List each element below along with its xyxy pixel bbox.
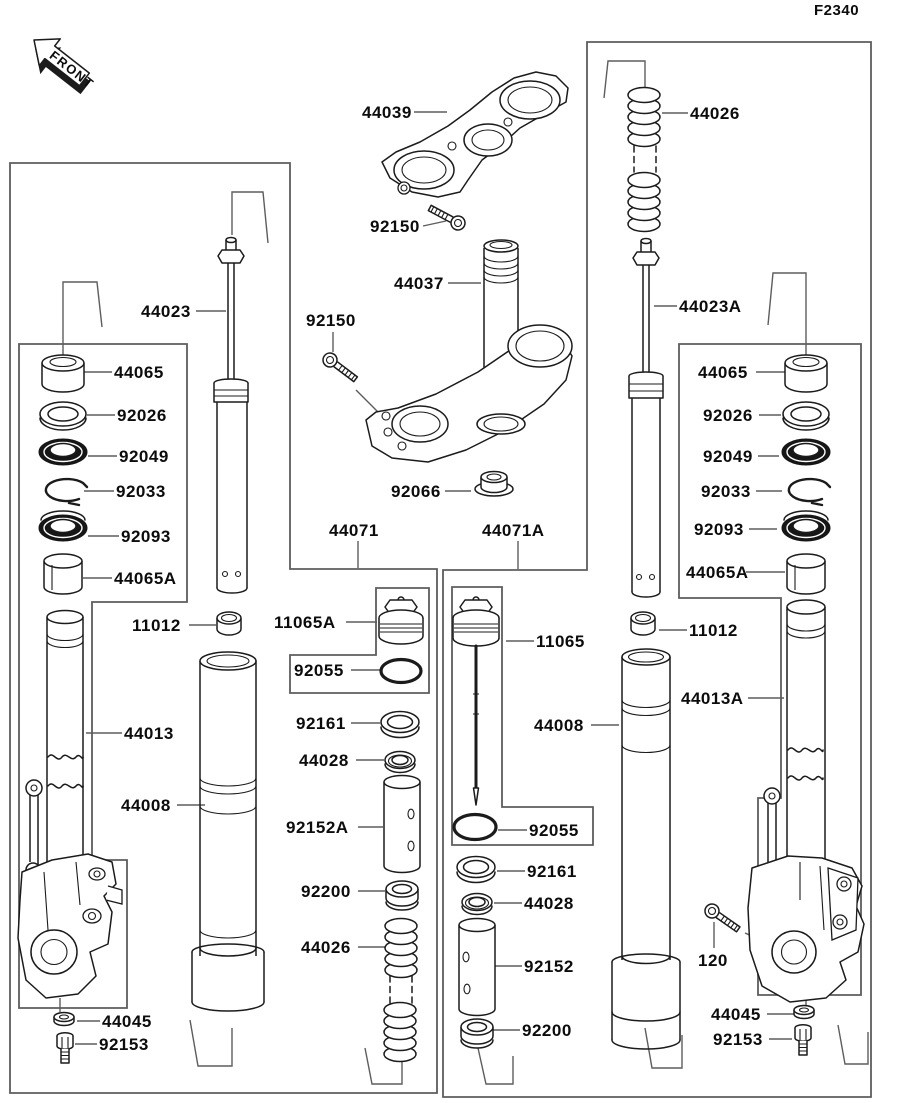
fork-cap-11065 [453, 597, 499, 805]
part-label-44008-left: 44008 [121, 796, 171, 815]
bracket-bottom-3 [478, 1048, 513, 1084]
part-label-92093-right: 92093 [694, 520, 744, 539]
part-label-44045-left: 44045 [102, 1012, 152, 1031]
washer-44045-left [54, 1013, 74, 1026]
part-label-44065A-left: 44065A [114, 569, 177, 588]
part-label-92033-left: 92033 [116, 482, 166, 501]
part-label-44039: 44039 [362, 103, 412, 122]
part-label-44045-right: 44045 [711, 1005, 761, 1024]
part-label-92161-right: 92161 [527, 862, 577, 881]
bush-11012-left [217, 612, 241, 635]
part-label-44065-right: 44065 [698, 363, 748, 382]
part-label-92033-right: 92033 [701, 482, 751, 501]
ring-44028-left [385, 752, 415, 773]
part-label-92200-left: 92200 [301, 882, 351, 901]
spacer-92152A [384, 776, 420, 873]
spring-44026-center [384, 919, 417, 1062]
bolt-92153-left [57, 1033, 73, 1063]
right-axle-holder [748, 788, 864, 1002]
part-label-92026-left: 92026 [117, 406, 167, 425]
part-label-11065: 11065 [536, 632, 585, 651]
washer-44045-right [794, 1006, 814, 1019]
o-ring-92055-left [381, 660, 421, 683]
part-label-11012-right: 11012 [689, 621, 738, 640]
spacer-92152 [459, 919, 495, 1016]
part-label-11065A: 11065A [274, 613, 336, 632]
fork-cap-11065A [379, 597, 423, 644]
outer-tube-44008-right [612, 649, 680, 1049]
part-label-92055-right: 92055 [529, 821, 579, 840]
part-label-92026-right: 92026 [703, 406, 753, 425]
inner-tube-44013A [787, 600, 825, 868]
part-label-44013A: 44013A [681, 689, 744, 708]
part-label-92152: 92152 [524, 957, 574, 976]
right-seal-stack [782, 355, 830, 594]
part-label-92161-left: 92161 [296, 714, 346, 733]
part-label-44037: 44037 [394, 274, 444, 293]
part-label-44023A: 44023A [679, 297, 742, 316]
part-label-44026-center: 44026 [301, 938, 351, 957]
bracket-right-seal [768, 273, 806, 361]
part-label-92093-left: 92093 [121, 527, 171, 546]
bolt-92150-lower [320, 350, 360, 385]
bracket-bottom-1 [190, 1020, 232, 1066]
o-ring-92055-right [454, 815, 496, 840]
ring-92200-right [461, 1019, 493, 1048]
diagram-code: F2340 [814, 2, 860, 19]
part-label-120: 120 [698, 951, 728, 970]
part-label-44071A: 44071A [482, 521, 545, 540]
part-label-92153-right: 92153 [713, 1030, 763, 1049]
leader-line [356, 390, 378, 412]
bolt-120 [702, 901, 742, 935]
left-seal-stack [39, 355, 87, 594]
front-arrow-label: FRONT [46, 47, 98, 92]
part-label-92150-lower: 92150 [306, 311, 356, 330]
part-label-92152A: 92152A [286, 818, 349, 837]
damper-rod-44023 [214, 238, 248, 594]
part-label-92049-right: 92049 [703, 447, 753, 466]
upper-triple-clamp-44039 [382, 72, 568, 197]
damper-rod-44023A [629, 239, 663, 598]
washer-92161-right [457, 857, 495, 883]
part-label-44071: 44071 [329, 521, 379, 540]
part-label-92153-left: 92153 [99, 1035, 149, 1054]
part-label-44026-right: 44026 [690, 104, 740, 123]
part-label-44065-left: 44065 [114, 363, 164, 382]
part-label-92200-right: 92200 [522, 1021, 572, 1040]
inner-tube-44013 [47, 611, 83, 881]
part-label-44028-left: 44028 [299, 751, 349, 770]
part-label-44028-right: 44028 [524, 894, 574, 913]
part-label-92049-left: 92049 [119, 447, 169, 466]
ring-44028-right [462, 894, 492, 915]
bolt-92150-upper [426, 202, 467, 233]
steering-stem-nut-92066 [475, 472, 513, 497]
bracket-bottom-5 [838, 1025, 868, 1064]
part-label-11012-left: 11012 [132, 616, 181, 635]
part-label-44065A-right: 44065A [686, 563, 749, 582]
bolt-92153-right [795, 1025, 811, 1055]
leader-line [423, 221, 446, 226]
part-label-44023: 44023 [141, 302, 191, 321]
part-label-44013: 44013 [124, 724, 174, 743]
part-label-44008-right: 44008 [534, 716, 584, 735]
left-axle-holder [18, 780, 122, 1012]
part-label-92150-upper: 92150 [370, 217, 420, 236]
washer-92161-left [381, 712, 419, 738]
part-label-92066: 92066 [391, 482, 441, 501]
bush-11012-right [631, 612, 655, 635]
bracket-left-rod [232, 192, 268, 243]
outer-tube-44008-left [192, 652, 264, 1011]
front-direction-arrow [20, 27, 103, 104]
spring-44026-right [628, 88, 660, 232]
ring-92200-left [386, 881, 418, 910]
part-label-92055-left: 92055 [294, 661, 344, 680]
